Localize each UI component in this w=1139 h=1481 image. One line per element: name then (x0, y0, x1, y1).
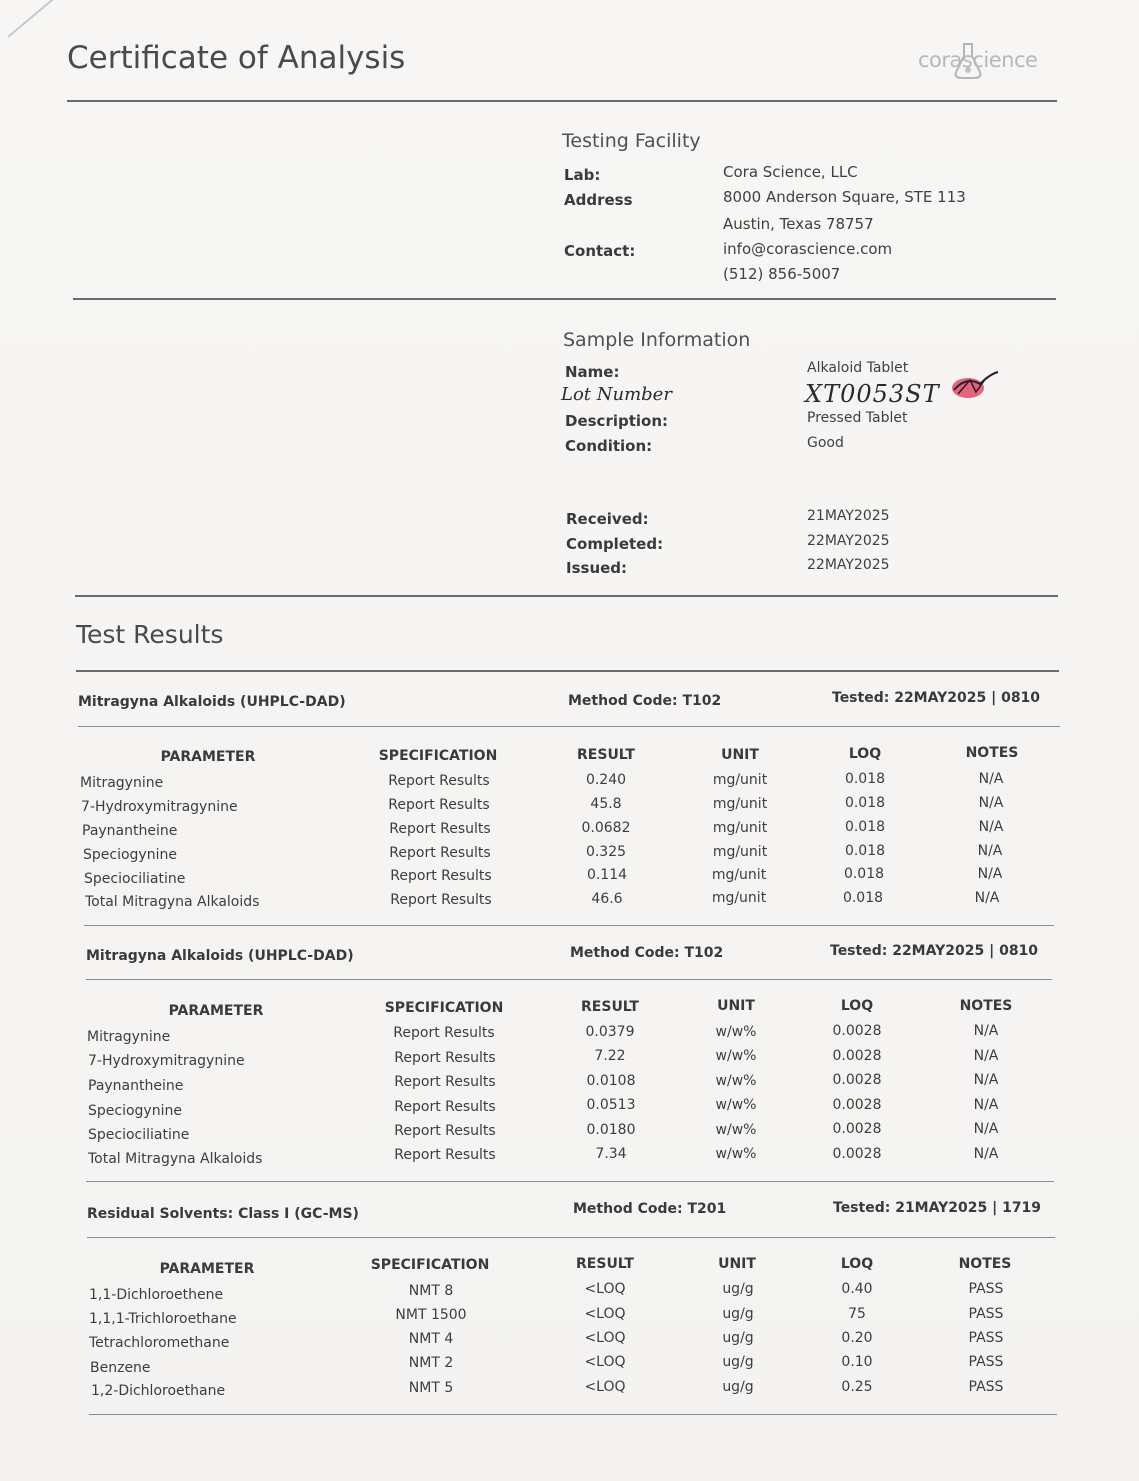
unit-cell: mg/unit (712, 820, 768, 836)
unit-cell: ug/g (722, 1330, 754, 1346)
lab-value: Cora Science, LLC (723, 163, 858, 181)
loq-cell: 0.0028 (832, 1097, 882, 1113)
lot-number-label: Lot Number (561, 384, 672, 405)
sample-info-heading: Sample Information (563, 329, 751, 351)
col-header-loq: LOQ (840, 1256, 874, 1272)
unit-cell: w/w% (715, 1122, 757, 1138)
notes-cell: N/A (973, 1048, 999, 1064)
result-cell: 0.240 (585, 772, 627, 788)
specification-cell: Report Results (394, 1123, 496, 1139)
col-header-notes: NOTES (965, 745, 1019, 761)
col-header-unit: UNIT (718, 1256, 756, 1272)
col-header-unit: UNIT (721, 747, 759, 763)
col-header-unit: UNIT (717, 998, 755, 1014)
table-tested-date: Tested: 22MAY2025 | 0810 (830, 943, 1039, 959)
result-cell: 0.0108 (586, 1073, 636, 1089)
table-tested-date: Tested: 21MAY2025 | 1719 (833, 1200, 1042, 1216)
col-header-loq: LOQ (848, 746, 882, 762)
specification-cell: Report Results (390, 868, 492, 884)
notes-cell: N/A (977, 866, 1003, 882)
lab-label: Lab: (564, 166, 601, 184)
parameter-cell: Total Mitragyna Alkaloids (88, 1151, 263, 1167)
test-results-heading: Test Results (76, 620, 224, 649)
notes-cell: N/A (973, 1097, 999, 1113)
table-method-code: Method Code: T102 (568, 693, 722, 709)
loq-cell: 0.20 (841, 1330, 873, 1346)
table-divider (89, 1414, 1057, 1415)
notes-cell: N/A (974, 890, 1000, 906)
unit-cell: w/w% (715, 1048, 757, 1064)
specification-cell: Report Results (394, 1147, 496, 1163)
loq-cell: 0.0028 (832, 1121, 882, 1137)
specification-cell: Report Results (390, 892, 492, 908)
col-header-result: RESULT (581, 999, 639, 1015)
col-header-parameter: PARAMETER (168, 1003, 264, 1019)
loq-cell: 0.40 (841, 1281, 873, 1297)
parameter-cell: Total Mitragyna Alkaloids (85, 894, 260, 910)
parameter-cell: 1,1-Dichloroethene (89, 1287, 224, 1303)
col-header-specification: SPECIFICATION (378, 748, 498, 764)
name-value: Alkaloid Tablet (807, 360, 909, 376)
notes-cell: PASS (968, 1354, 1004, 1370)
table-name: Mitragyna Alkaloids (UHPLC-DAD) (78, 694, 346, 710)
col-header-specification: SPECIFICATION (384, 1000, 504, 1016)
specification-cell: Report Results (389, 845, 491, 861)
parameter-cell: Speciociliatine (84, 871, 186, 887)
notes-cell: PASS (968, 1330, 1004, 1346)
specification-cell: Report Results (388, 797, 490, 813)
result-cell: 0.325 (585, 844, 627, 860)
received-value: 21MAY2025 (807, 508, 890, 524)
col-header-result: RESULT (576, 1256, 634, 1272)
contact-label: Contact: (564, 242, 636, 260)
unit-cell: mg/unit (711, 890, 767, 906)
notes-cell: PASS (968, 1306, 1004, 1322)
lot-number-value: XT0053ST (805, 380, 940, 408)
header-divider (67, 100, 1057, 102)
col-header-parameter: PARAMETER (160, 749, 256, 765)
specification-cell: Report Results (394, 1074, 496, 1090)
company-logo (914, 40, 1054, 80)
loq-cell: 0.0028 (832, 1072, 882, 1088)
loq-cell: 0.0028 (832, 1048, 882, 1064)
address-line2: Austin, Texas 78757 (723, 215, 874, 233)
parameter-cell: Speciogynine (88, 1103, 182, 1119)
col-header-parameter: PARAMETER (159, 1261, 255, 1277)
parameter-cell: Speciogynine (83, 847, 177, 863)
specification-cell: NMT 8 (408, 1283, 454, 1299)
specification-cell: NMT 2 (408, 1355, 454, 1371)
result-cell: 0.0379 (585, 1024, 635, 1040)
notes-cell: N/A (973, 1023, 999, 1039)
table-name: Residual Solvents: Class I (GC-MS) (87, 1206, 359, 1222)
col-header-loq: LOQ (840, 998, 874, 1014)
result-cell: 45.8 (590, 796, 622, 812)
issued-value: 22MAY2025 (807, 557, 890, 573)
loq-cell: 0.018 (842, 890, 884, 906)
loq-cell: 0.018 (844, 795, 886, 811)
col-header-result: RESULT (577, 747, 635, 763)
loq-cell: 0.10 (841, 1354, 873, 1370)
specification-cell: NMT 4 (408, 1331, 454, 1347)
table-divider (76, 670, 1059, 672)
completed-value: 22MAY2025 (807, 533, 890, 549)
col-header-specification: SPECIFICATION (370, 1257, 490, 1273)
handwritten-stamp-mark (946, 370, 1000, 400)
result-cell: 0.0682 (581, 820, 631, 836)
loq-cell: 0.25 (841, 1379, 873, 1395)
parameter-cell: Speciociliatine (88, 1127, 190, 1143)
table-divider (84, 925, 1054, 926)
notes-cell: N/A (977, 843, 1003, 859)
table-divider (86, 979, 1052, 980)
parameter-cell: 1,1,1-Trichloroethane (89, 1311, 237, 1327)
table-name: Mitragyna Alkaloids (UHPLC-DAD) (86, 948, 354, 964)
unit-cell: mg/unit (712, 772, 768, 788)
parameter-cell: Benzene (90, 1360, 151, 1376)
parameter-cell: 7-Hydroxymitragynine (81, 799, 238, 815)
loq-cell: 0.018 (844, 843, 886, 859)
table-divider (78, 726, 1060, 727)
condition-label: Condition: (565, 437, 653, 455)
parameter-cell: Tetrachloromethane (89, 1335, 230, 1351)
specification-cell: Report Results (394, 1099, 496, 1115)
loq-cell: 0.018 (844, 771, 886, 787)
corner-mark (7, 0, 62, 38)
result-cell: 0.114 (586, 867, 628, 883)
notes-cell: N/A (978, 771, 1004, 787)
parameter-cell: Mitragynine (80, 775, 164, 791)
facility-divider (73, 298, 1056, 300)
result-cell: 7.22 (594, 1048, 626, 1064)
logo-wordmark: corascience (918, 48, 1038, 72)
sample-divider (75, 595, 1058, 597)
parameter-cell: 7-Hydroxymitragynine (88, 1053, 245, 1069)
loq-cell: 75 (848, 1306, 866, 1322)
table-tested-date: Tested: 22MAY2025 | 0810 (832, 690, 1041, 706)
notes-cell: PASS (968, 1281, 1004, 1297)
parameter-cell: Mitragynine (87, 1029, 171, 1045)
unit-cell: w/w% (715, 1146, 757, 1162)
issued-label: Issued: (566, 559, 628, 577)
unit-cell: w/w% (715, 1024, 757, 1040)
parameter-cell: 1,2-Dichloroethane (91, 1383, 226, 1399)
notes-cell: N/A (978, 795, 1004, 811)
parameter-cell: Paynantheine (88, 1078, 184, 1094)
result-cell: <LOQ (584, 1354, 626, 1370)
col-header-notes: NOTES (959, 998, 1013, 1014)
specification-cell: Report Results (393, 1025, 495, 1041)
result-cell: <LOQ (584, 1379, 626, 1395)
specification-cell: NMT 5 (408, 1380, 454, 1396)
loq-cell: 0.0028 (832, 1146, 882, 1162)
unit-cell: w/w% (715, 1097, 757, 1113)
result-cell: <LOQ (584, 1330, 626, 1346)
result-cell: 0.0180 (586, 1122, 636, 1138)
notes-cell: N/A (978, 819, 1004, 835)
parameter-cell: Paynantheine (82, 823, 178, 839)
table-method-code: Method Code: T201 (573, 1201, 727, 1217)
unit-cell: ug/g (722, 1379, 754, 1395)
notes-cell: N/A (973, 1072, 999, 1088)
unit-cell: ug/g (722, 1281, 754, 1297)
specification-cell: Report Results (388, 773, 490, 789)
specification-cell: Report Results (394, 1050, 496, 1066)
result-cell: 46.6 (591, 891, 623, 907)
address-label: Address (564, 191, 633, 209)
contact-email: info@corascience.com (723, 240, 893, 258)
loq-cell: 0.0028 (832, 1023, 882, 1039)
col-header-notes: NOTES (958, 1256, 1012, 1272)
description-label: Description: (565, 412, 669, 430)
completed-label: Completed: (566, 535, 664, 553)
page-title: Certificate of Analysis (67, 40, 406, 76)
unit-cell: mg/unit (712, 844, 768, 860)
specification-cell: NMT 1500 (395, 1307, 467, 1323)
name-label: Name: (565, 363, 620, 381)
table-divider (87, 1237, 1055, 1238)
table-divider (86, 1181, 1054, 1182)
result-cell: 0.0513 (586, 1097, 636, 1113)
condition-value: Good (807, 435, 844, 451)
result-cell: <LOQ (584, 1281, 626, 1297)
description-value: Pressed Tablet (807, 410, 908, 426)
specification-cell: Report Results (389, 821, 491, 837)
notes-cell: N/A (973, 1121, 999, 1137)
notes-cell: N/A (973, 1146, 999, 1162)
testing-facility-heading: Testing Facility (562, 130, 701, 152)
loq-cell: 0.018 (844, 819, 886, 835)
unit-cell: mg/unit (711, 867, 767, 883)
received-label: Received: (566, 510, 649, 528)
address-line1: 8000 Anderson Square, STE 113 (723, 188, 966, 206)
result-cell: <LOQ (584, 1306, 626, 1322)
table-method-code: Method Code: T102 (570, 945, 724, 961)
loq-cell: 0.018 (843, 866, 885, 882)
unit-cell: ug/g (722, 1354, 754, 1370)
unit-cell: w/w% (715, 1073, 757, 1089)
contact-phone: (512) 856-5007 (723, 265, 841, 283)
notes-cell: PASS (968, 1379, 1004, 1395)
unit-cell: mg/unit (712, 796, 768, 812)
result-cell: 7.34 (595, 1146, 627, 1162)
unit-cell: ug/g (722, 1306, 754, 1322)
